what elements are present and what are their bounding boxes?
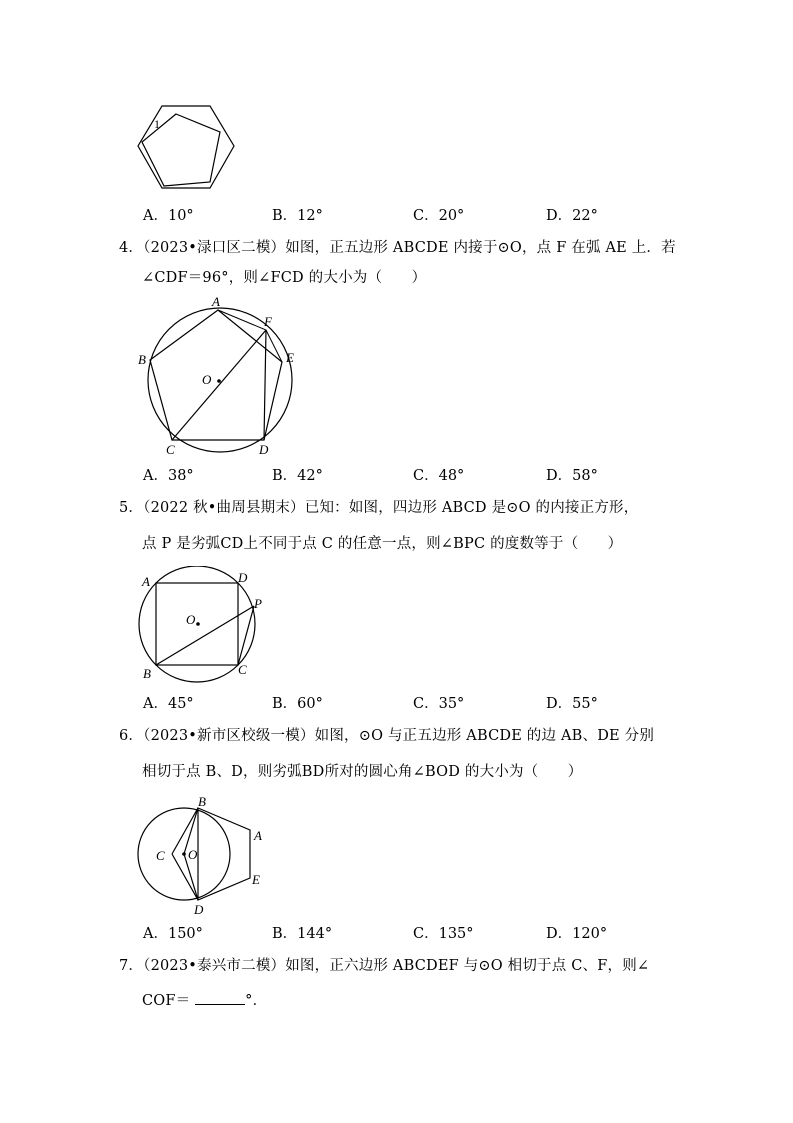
option-value: 38°	[167, 468, 194, 484]
q4-option-c	[413, 466, 464, 486]
q7-answer-blank[interactable]	[195, 990, 245, 1005]
option-letter: C．	[413, 208, 439, 224]
q7-suffix: °．	[245, 993, 268, 1009]
q5-figure	[130, 566, 270, 686]
q6-label-o: O	[188, 847, 198, 862]
option-value: 120°	[572, 926, 608, 942]
q7-stem-line1: 7．（2023•泰兴市二模）如图，正六边形 ABCDEF 与⊙O 相切于点 C、F，则∠	[119, 958, 650, 974]
q3-angle-label: 1	[154, 117, 160, 131]
option-letter: D．	[546, 468, 573, 484]
q4-center-dot	[217, 379, 221, 383]
option-value: 45°	[167, 696, 194, 712]
q3-option-a	[143, 206, 194, 226]
q4-pentagon	[150, 310, 282, 440]
option-value: 55°	[572, 696, 598, 712]
option-letter: A．	[143, 468, 168, 484]
q6-option-b	[272, 924, 332, 944]
q5-label-d: D	[238, 570, 248, 585]
q4-label-c: C	[166, 442, 175, 457]
q5-label-b: B	[143, 666, 151, 681]
q6-option-c	[413, 924, 474, 944]
q4-label-a: A	[212, 294, 220, 309]
q4-label-f: F	[264, 314, 272, 329]
q3-figure	[130, 98, 240, 194]
option-letter: C．	[413, 926, 439, 942]
option-letter: D．	[546, 696, 573, 712]
option-value: 60°	[297, 696, 323, 712]
option-letter: D．	[546, 208, 573, 224]
q4-label-d: D	[259, 442, 269, 457]
q5-label-a: A	[142, 574, 150, 589]
q5-option-d	[546, 694, 598, 714]
q4-figure	[130, 290, 310, 460]
option-value: 12°	[297, 208, 323, 224]
option-letter: B．	[272, 696, 298, 712]
q6-option-d	[546, 924, 607, 944]
option-letter: B．	[272, 208, 298, 224]
option-value: 48°	[438, 468, 465, 484]
option-value: 22°	[572, 208, 598, 224]
q4-label-o: O	[202, 372, 212, 387]
q4-stem-line1: 4．（2023•渌口区二模）如图，正五边形 ABCDE 内接于⊙O，点 F 在弧 AE 上．若	[119, 240, 676, 256]
q6-pentagon-partial	[198, 808, 250, 900]
q4-stem-line2: ∠CDF＝96°，则∠FCD 的大小为（ ）	[142, 270, 427, 286]
q7-prefix: COF＝	[142, 993, 191, 1009]
q6-stem-line1: 6．（2023•新市区校级一模）如图，⊙O 与正五边形 ABCDE 的边 AB、DE 分别	[119, 728, 655, 744]
q6-label-a: A	[254, 828, 262, 843]
q5-segment-bp	[156, 606, 254, 665]
option-value: 20°	[438, 208, 465, 224]
q5-label-o: O	[186, 612, 196, 627]
option-letter: A．	[143, 696, 168, 712]
q5-stem-line1: 5．（2022 秋•曲周县期末）已知：如图，四边形 ABCD 是⊙O 的内接正方形，	[119, 500, 639, 516]
option-value: 35°	[438, 696, 465, 712]
q4-segment-fd	[264, 330, 266, 440]
option-value: 150°	[167, 926, 203, 942]
option-value: 10°	[167, 208, 194, 224]
q5-option-b	[272, 694, 323, 714]
q6-center-dot	[182, 852, 186, 856]
option-value: 42°	[297, 468, 323, 484]
q3-option-b	[272, 206, 323, 226]
option-letter: B．	[272, 926, 298, 942]
q6-label-e: E	[252, 872, 260, 887]
q5-option-c	[413, 694, 464, 714]
option-value: 58°	[572, 468, 598, 484]
option-letter: A．	[143, 926, 168, 942]
option-letter: B．	[272, 468, 298, 484]
option-value: 135°	[438, 926, 474, 942]
q3-option-d	[546, 206, 598, 226]
q4-option-b	[272, 466, 323, 486]
option-letter: C．	[413, 696, 439, 712]
q6-label-d: D	[194, 902, 204, 917]
q6-stem-line2: 相切于点 B、D，则劣弧BD所对的圆心角∠BOD 的大小为（ ）	[142, 764, 583, 780]
q6-option-a	[143, 924, 203, 944]
option-letter: D．	[546, 926, 573, 942]
option-letter: C．	[413, 468, 439, 484]
q4-label-b: B	[138, 352, 146, 367]
q5-label-c: C	[238, 662, 247, 677]
option-letter: A．	[143, 208, 168, 224]
q4-option-a	[143, 466, 194, 486]
q6-label-c: C	[156, 848, 165, 863]
q7-stem-line2	[142, 990, 267, 1011]
q4-label-e: E	[286, 350, 294, 365]
q6-figure	[130, 794, 270, 920]
option-value: 144°	[297, 926, 333, 942]
q5-label-p: P	[254, 596, 262, 611]
q5-option-a	[143, 694, 194, 714]
q6-label-b: B	[198, 794, 206, 809]
q4-segment-fc	[172, 330, 266, 440]
q4-option-d	[546, 466, 598, 486]
q5-center-dot	[196, 622, 200, 626]
q3-option-c	[413, 206, 464, 226]
q5-stem-line2: 点 P 是劣弧CD上不同于点 C 的任意一点，则∠BPC 的度数等于（ ）	[142, 536, 623, 552]
